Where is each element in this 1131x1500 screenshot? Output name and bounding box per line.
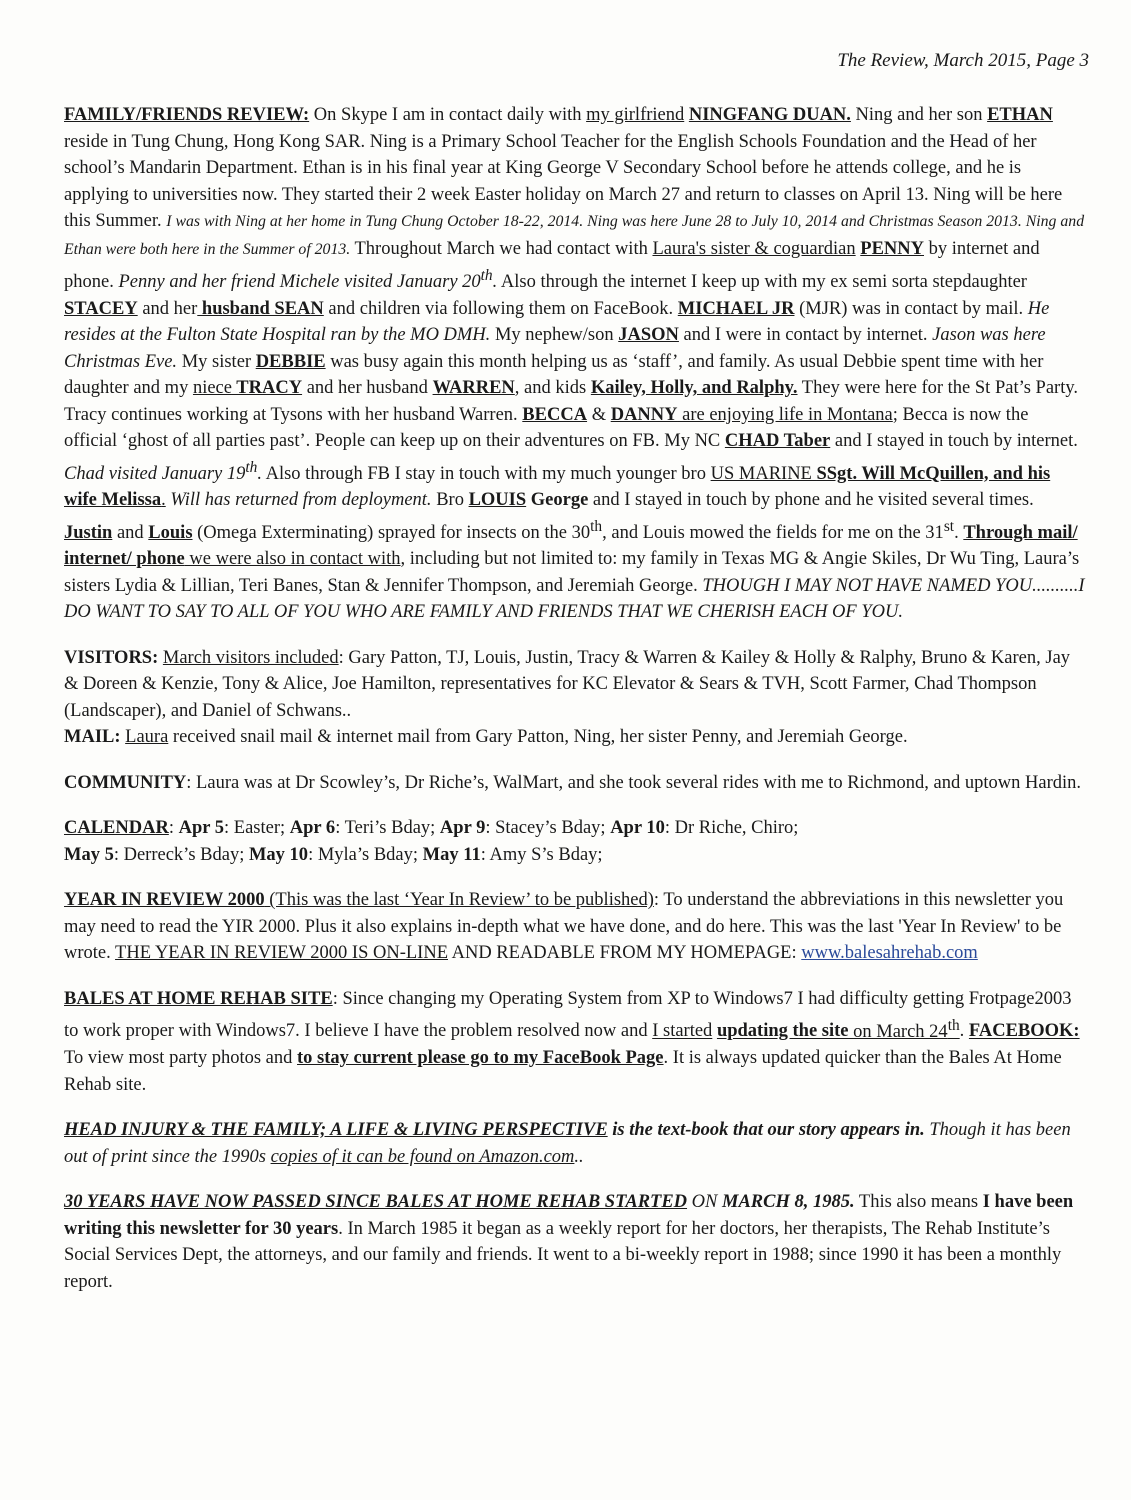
book-title: HEAD INJURY & THE FAMILY; A LIFE & LIVING PERSPECTIVE xyxy=(64,1120,608,1141)
closing-note: THOUGH I MAY NOT HAVE NAMED YOU..........I DO WANT TO SAY TO ALL OF YOU WHO ARE FAMILY AND FRIENDS THAT WE CHERISH EACH OF YOU. xyxy=(64,575,1085,623)
name-michael-jr: MICHAEL JR xyxy=(677,298,795,319)
name-will-melissa: SSgt. Will McQuillen, and his wife Melissa xyxy=(64,463,1051,511)
text: George xyxy=(526,490,589,511)
visitors-heading: VISITORS: xyxy=(64,647,159,668)
text: Through mail/ internet/ phone xyxy=(64,522,1078,570)
text: US MARINE xyxy=(710,463,817,484)
text: ; Becca is now the official ‘ghost of all parties past’. People can keep up on their adventures on FB. My NC xyxy=(64,404,1029,452)
anniversary-section xyxy=(64,1189,1086,1295)
text: and I stayed in touch by internet. xyxy=(830,431,1078,452)
name-tracy: TRACY xyxy=(231,378,303,399)
text: th xyxy=(590,517,603,535)
homepage-link[interactable]: www.balesahrehab.com xyxy=(801,943,978,964)
bales-heading: BALES AT HOME REHAB SITE xyxy=(64,988,333,1009)
text: and xyxy=(112,522,149,543)
text: and her xyxy=(137,298,198,319)
text: copies of it can be found on Amazon.com xyxy=(270,1146,575,1167)
calendar-heading: CALENDAR xyxy=(64,818,169,839)
text: .. xyxy=(574,1146,584,1167)
text: and children via following them on FaceBook. xyxy=(323,298,678,319)
text: MARCH 8, 1985. xyxy=(722,1192,855,1213)
text: . xyxy=(954,522,964,543)
names-kids: Kailey, Holly, and Ralphy. xyxy=(590,378,798,399)
text: reside in Tung Chung, Hong Kong SAR. Ning is a Primary School Teacher for the English Schools Foundation and the Head of her school’s Mandarin Department. Ethan is in his final year at King George V Secondary School before he attends college, and he is applying to universities now. They started their 2 week Easter holiday on March 27 and return to classes on April 13. Ning will be here this Summer. xyxy=(64,131,1063,231)
text: I started xyxy=(652,1021,713,1042)
text: I have been writing this newsletter for 30 years xyxy=(64,1192,1074,1239)
text: Laura xyxy=(125,727,169,748)
text: was busy again this month helping us as ‘staff’, and family. As usual Debbie spent time with her daughter and my xyxy=(64,351,1044,399)
name-justin: Justin xyxy=(64,522,113,543)
name-becca: BECCA xyxy=(522,404,588,425)
text: . In March 1985 it began as a weekly report for her doctors, her therapists, The Rehab Institute’s Social Services Dept, the attorneys, and our family and friends. It went to a bi-weekly report in 1988; since 1990 it has been a monthly report. xyxy=(64,1218,1062,1292)
text: : Gary Patton, TJ, Louis, Justin, Tracy & Warren & Kailey & Holly & Ralphy, Bruno & Karen, Jay & Doreen & Kenzie, Tony & Alice, Joe Hamilton, representatives for KC Elevator & Sears & TVH, Scott Farmer, Chad Thompson (Landscaper), and Daniel of Schwans.. xyxy=(64,647,1071,721)
text: on March 24 xyxy=(848,1021,948,1042)
name-ethan: ETHAN xyxy=(987,105,1053,125)
text: my girlfriend xyxy=(586,105,685,125)
text: Chad visited January 19 xyxy=(64,463,246,484)
text: & xyxy=(587,404,611,425)
calendar-event: : Amy S’s Bday; xyxy=(480,844,603,865)
text: . xyxy=(959,1021,969,1042)
text: is the text-book that our story appears in. xyxy=(607,1120,925,1141)
text: th xyxy=(947,1016,960,1034)
text: Also through the internet I keep up with my ex semi sorta stepdaughter xyxy=(497,272,1027,293)
text: updating the site xyxy=(716,1021,849,1042)
text: THE YEAR IN REVIEW 2000 IS ON-LINE xyxy=(115,943,448,964)
page-content xyxy=(64,102,1086,1314)
text: : To understand the abbreviations in this newsletter you may need to read the YIR 2000. Plus it also explains in-depth what we have done, and do here. This was the last 'Year In Review' to be wrote. xyxy=(64,890,1064,964)
calendar-event: : Teri’s Bday; xyxy=(335,818,440,839)
text: Throughout March we had contact with xyxy=(350,238,653,259)
text: (MJR) was in contact by mail. xyxy=(794,298,1028,319)
name-ning: NINGFANG DUAN. xyxy=(688,105,851,125)
text: (Omega Exterminating) sprayed for insects on the 30 xyxy=(192,522,591,543)
calendar-date: Apr 9 xyxy=(439,818,486,839)
text: . xyxy=(492,272,498,293)
page-header: The Review, March 2015, Page 3 xyxy=(837,50,1089,71)
text: Penny and her friend Michele visited January 20 xyxy=(118,272,481,293)
text: They were here for the St Pat’s Party. Tracy continues working at Tysons with her husband Warren. xyxy=(64,378,1079,425)
text: To view most party photos and xyxy=(64,1048,298,1069)
text: st xyxy=(943,517,955,535)
text: (This was the last ‘Year In Review’ to be published) xyxy=(264,890,654,911)
bales-site-section xyxy=(64,986,1086,1098)
calendar-date: May 5 xyxy=(64,844,114,865)
text: Though it has been out of print since the 1990s xyxy=(64,1120,1071,1167)
text: th xyxy=(480,267,493,284)
name-sean: husband SEAN xyxy=(197,298,324,319)
text: ON xyxy=(687,1192,722,1213)
text: by internet and phone. xyxy=(64,238,1040,293)
text: th xyxy=(245,458,258,476)
mail-heading: MAIL: xyxy=(64,727,121,748)
text: and I stayed in touch by phone and he visited several times. xyxy=(588,490,1034,511)
text: Laura's sister & coguardian xyxy=(652,238,856,259)
text: . xyxy=(257,463,262,484)
year-in-review-section xyxy=(64,887,1086,967)
text: Bro xyxy=(431,490,469,511)
family-heading: FAMILY/FRIENDS REVIEW: xyxy=(64,105,310,125)
calendar-date: Apr 6 xyxy=(289,818,336,839)
text: AND READABLE FROM MY HOMEPAGE: xyxy=(448,943,802,964)
text: , including but not limited to: my family in Texas MG & Angie Skiles, Dr Wu Ting, Laura’s sisters Lydia & Lillian, Teri Banes, Stan & Jennifer Thompson, and Jeremiah George. xyxy=(64,549,1080,596)
text: . xyxy=(161,490,166,511)
text: . It is always updated quicker than the Bales At Home Rehab site. xyxy=(64,1048,1062,1095)
calendar-event: : Myla’s Bday; xyxy=(308,844,423,865)
visitors-section xyxy=(64,645,1086,725)
calendar-event: : Dr Riche, Chiro; xyxy=(664,818,799,839)
text: Will has returned from deployment. xyxy=(170,490,432,511)
yir-heading: YEAR IN REVIEW 2000 xyxy=(64,890,265,911)
text: : Laura was at Dr Scowley’s, Dr Riche’s, WalMart, and she took several rides with me to Richmond, and uptown Hardin. xyxy=(186,772,1082,793)
text: Ning and her son xyxy=(850,105,988,125)
name-chad: CHAD Taber xyxy=(724,431,831,452)
text: we were also in contact with xyxy=(184,549,401,570)
text: niece xyxy=(192,378,232,399)
text: received snail mail & internet mail from Gary Patton, Ning, her sister Penny, and Jeremiah George. xyxy=(168,727,908,748)
book-section xyxy=(64,1117,1086,1170)
name-louis-2: Louis xyxy=(148,522,193,543)
name-jason: JASON xyxy=(618,325,679,346)
text: to stay current please go to my FaceBook Page xyxy=(297,1048,664,1069)
name-stacey: STACEY xyxy=(64,298,138,319)
calendar-event: : Derreck’s Bday; xyxy=(113,844,249,865)
text: On Skype I am in contact daily with xyxy=(309,105,587,125)
calendar-event: : Stacey’s Bday; xyxy=(485,818,611,839)
text: and her husband xyxy=(302,378,433,399)
text: My nephew/son xyxy=(490,325,619,346)
text: Also through FB I stay in touch with my much younger bro xyxy=(262,463,711,484)
calendar-date: Apr 10 xyxy=(610,818,665,839)
note-ning-visits: I was with Ning at her home in Tung Chung October 18-22, 2014. Ning was here June 28 to July 10, 2014 and Christmas Season 2013. Ning and Ethan were both here in the Summer of 2013. xyxy=(64,213,1085,258)
calendar-date: Apr 5 xyxy=(178,818,225,839)
text: Jason was here Christmas Eve. xyxy=(64,325,1046,372)
calendar-section xyxy=(64,815,1086,868)
name-warren: WARREN xyxy=(432,378,515,399)
calendar-event: : Easter; xyxy=(224,818,290,839)
anniversary-heading: 30 YEARS HAVE NOW PASSED SINCE BALES AT HOME REHAB STARTED xyxy=(64,1192,688,1213)
name-penny: PENNY xyxy=(860,238,924,259)
text: , and kids xyxy=(514,378,591,399)
text: : Since changing my Operating System from XP to Windows7 I had difficulty getting Frotpage2003 to work proper with Windows7. I believe I have the problem resolved now and xyxy=(64,988,1072,1042)
name-danny: DANNY xyxy=(610,404,678,425)
text: : xyxy=(168,818,179,839)
calendar-date: May 10 xyxy=(248,844,309,865)
mail-section xyxy=(64,724,1086,751)
text: This also means xyxy=(854,1192,983,1213)
facebook-heading: FACEBOOK: xyxy=(968,1021,1080,1042)
family-friends-section xyxy=(64,102,1086,626)
text: and I were in contact by internet. xyxy=(678,325,933,346)
community-heading: COMMUNITY xyxy=(64,772,187,793)
text: are enjoying life in Montana xyxy=(677,404,893,425)
text: He resides at the Fulton State Hospital ran by the MO DMH. xyxy=(64,298,1050,346)
text: March visitors included xyxy=(162,647,339,668)
name-louis: LOUIS xyxy=(468,490,527,511)
name-debbie: DEBBIE xyxy=(255,351,326,372)
calendar-date: May 11 xyxy=(422,844,481,865)
text: , and Louis mowed the fields for me on the 31 xyxy=(602,522,944,543)
community-section xyxy=(64,770,1086,797)
text: My sister xyxy=(177,351,256,372)
